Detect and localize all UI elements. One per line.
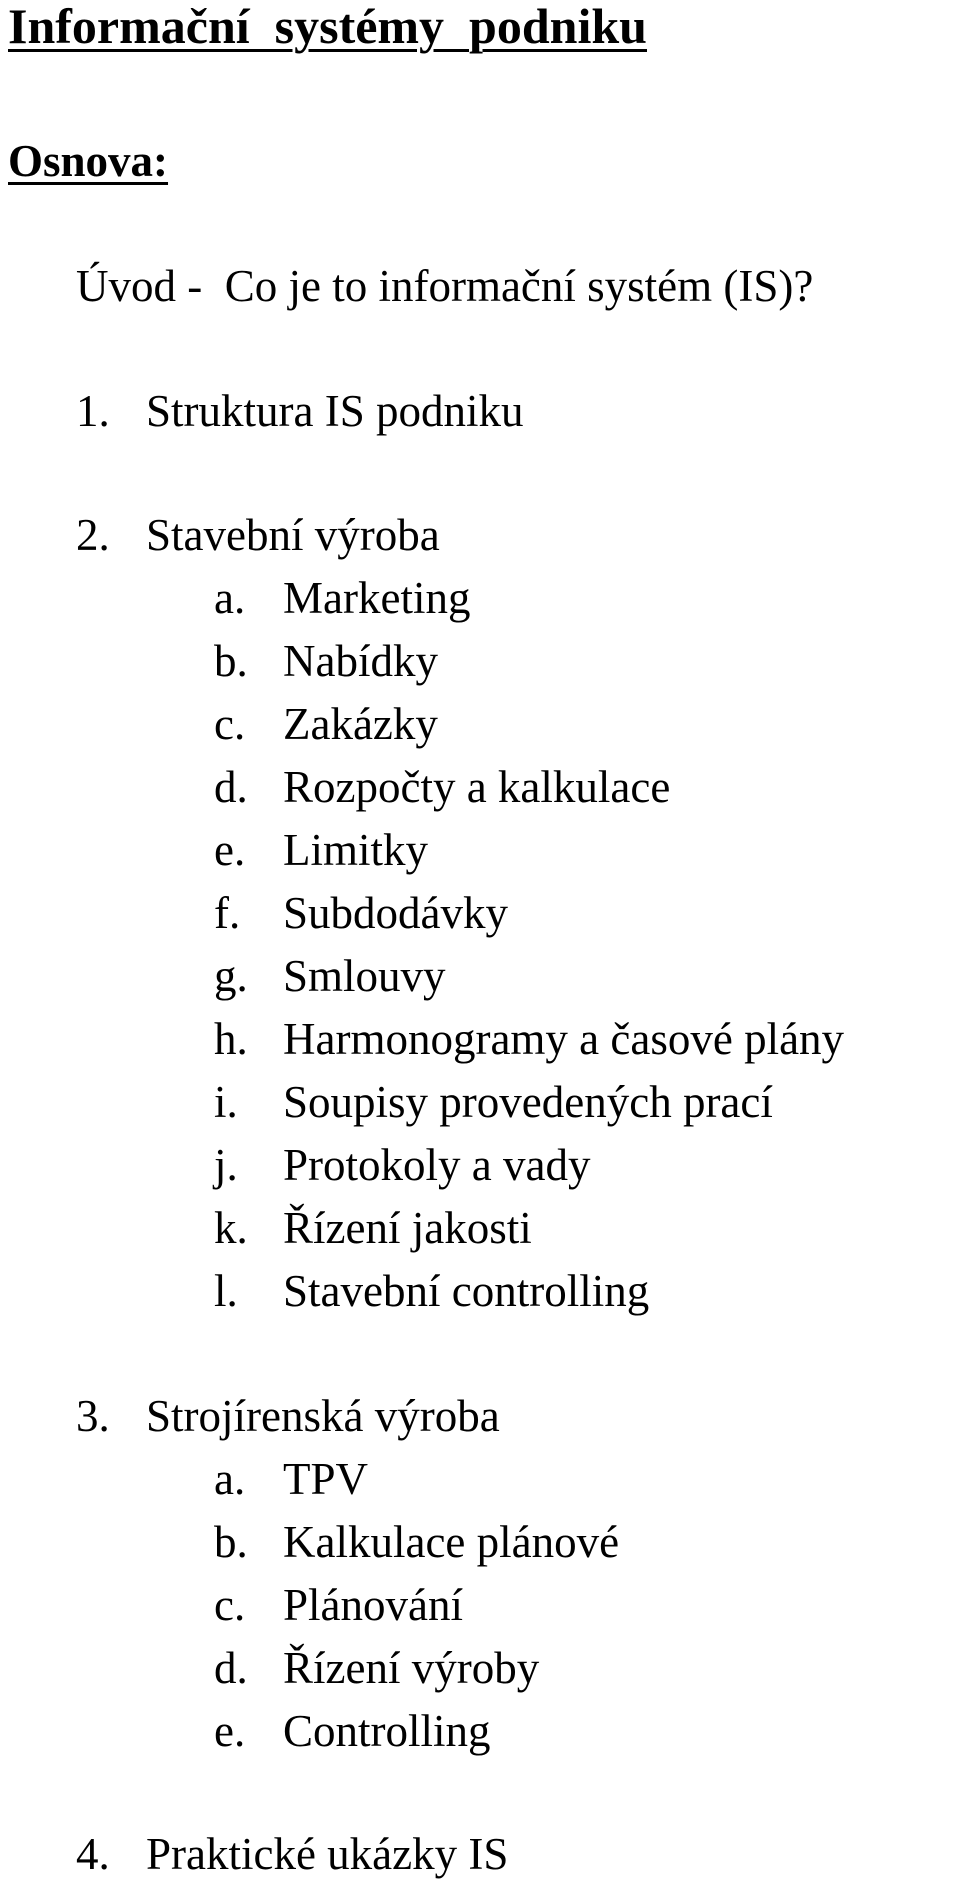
list-item: Nabídky xyxy=(283,636,438,686)
item-letter: a. xyxy=(214,1454,246,1504)
section-number: 4. xyxy=(76,1829,110,1879)
section-label: Struktura IS podniku xyxy=(146,386,524,436)
item-letter: i. xyxy=(214,1077,238,1127)
item-letter: c. xyxy=(214,699,246,749)
list-item: Zakázky xyxy=(283,699,438,749)
list-item: Controlling xyxy=(283,1706,491,1756)
list-item: Soupisy provedených prací xyxy=(283,1077,773,1127)
list-item: Stavební controlling xyxy=(283,1266,650,1316)
section-number: 1. xyxy=(76,386,110,436)
list-item: Harmonogramy a časové plány xyxy=(283,1014,845,1064)
intro-line: Úvod - Co je to informační systém (IS)? xyxy=(76,261,814,311)
list-item: Rozpočty a kalkulace xyxy=(283,762,671,812)
item-letter: b. xyxy=(214,1517,248,1567)
section-number: 3. xyxy=(76,1391,110,1441)
list-item: Plánování xyxy=(283,1580,463,1630)
section-label: Strojírenská výroba xyxy=(146,1391,500,1441)
item-letter: l. xyxy=(214,1266,238,1316)
item-letter: e. xyxy=(214,825,246,875)
list-item: Smlouvy xyxy=(283,951,446,1001)
item-letter: h. xyxy=(214,1014,248,1064)
item-letter: d. xyxy=(214,762,248,812)
section-label: Praktické ukázky IS xyxy=(146,1829,509,1879)
list-item: Subdodávky xyxy=(283,888,508,938)
outline-heading: Osnova: xyxy=(8,136,169,186)
item-letter: c. xyxy=(214,1580,246,1630)
section-number: 2. xyxy=(76,510,110,560)
list-item: Limitky xyxy=(283,825,428,875)
item-letter: b. xyxy=(214,636,248,686)
item-letter: f. xyxy=(214,888,241,938)
item-letter: j. xyxy=(214,1140,238,1190)
list-item: Protokoly a vady xyxy=(283,1140,591,1190)
page-title: Informační systémy podniku xyxy=(8,0,647,54)
item-letter: k. xyxy=(214,1203,248,1253)
list-item: Kalkulace plánové xyxy=(283,1517,620,1567)
list-item: Řízení jakosti xyxy=(283,1203,532,1253)
list-item: Marketing xyxy=(283,573,471,623)
item-letter: e. xyxy=(214,1706,246,1756)
list-item: TPV xyxy=(283,1454,369,1504)
list-item: Řízení výroby xyxy=(283,1643,540,1693)
item-letter: g. xyxy=(214,951,248,1001)
item-letter: a. xyxy=(214,573,246,623)
section-label: Stavební výroba xyxy=(146,510,440,560)
item-letter: d. xyxy=(214,1643,248,1693)
